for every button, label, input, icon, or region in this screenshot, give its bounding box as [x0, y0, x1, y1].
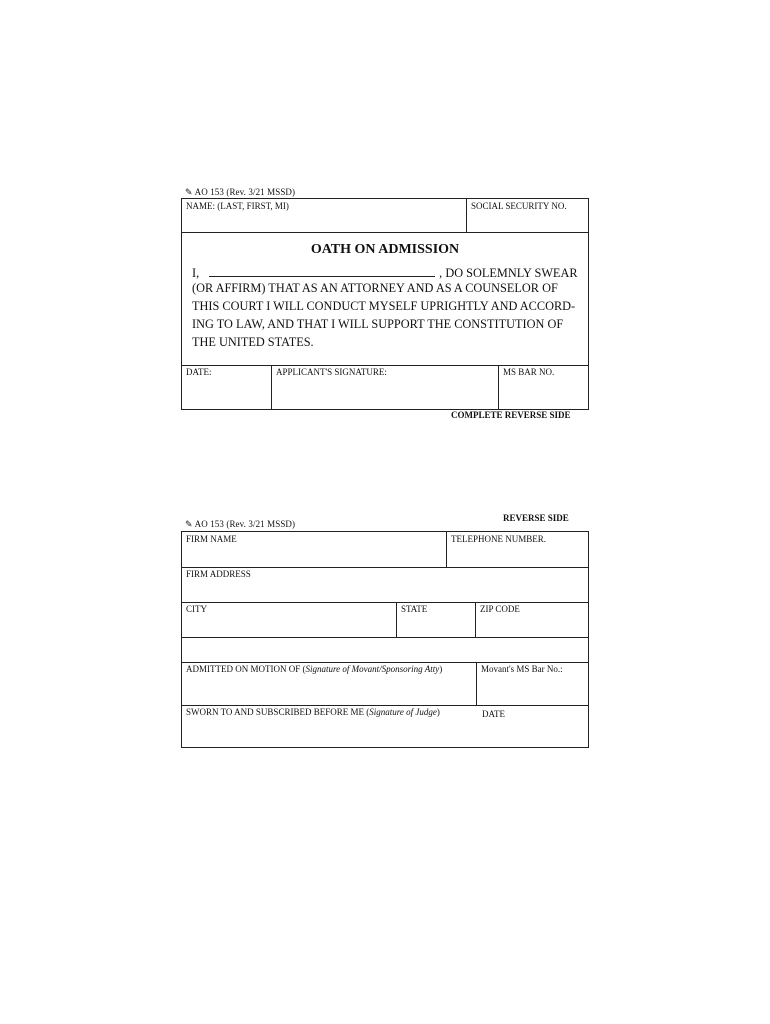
- oath-line-1-start: I,: [192, 266, 200, 280]
- oath-line-4: ING TO LAW, AND THAT I WILL SUPPORT THE CONSTITUTION OF: [192, 317, 564, 331]
- complete-reverse-note: COMPLETE REVERSE SIDE: [451, 410, 571, 420]
- name-label: NAME: (LAST, FIRST, MI): [186, 201, 289, 211]
- front-form-id-text: AO 153 (Rev. 3/21 MSSD): [194, 187, 296, 197]
- judge-signature-field[interactable]: [182, 705, 478, 747]
- admitted-label-close: ): [439, 664, 443, 674]
- blank-row: [182, 637, 588, 662]
- zip-code-label: ZIP CODE: [480, 604, 520, 614]
- oath-card-front: [181, 198, 589, 410]
- pencil-icon: ✎: [185, 519, 193, 529]
- signature-label: APPLICANT'S SIGNATURE:: [276, 367, 387, 377]
- oath-title: OATH ON ADMISSION: [310, 242, 460, 257]
- admitted-label-italic: Signature of Movant/Sponsoring Atty: [305, 664, 440, 674]
- ms-bar-no-field[interactable]: [499, 365, 588, 409]
- city-label: CITY: [186, 604, 207, 614]
- firm-name-label: FIRM NAME: [186, 534, 237, 544]
- sworn-date-field[interactable]: [478, 705, 588, 747]
- movant-signature-field[interactable]: [182, 662, 476, 705]
- pencil-icon: ✎: [185, 187, 193, 197]
- firm-name-field[interactable]: [182, 532, 446, 567]
- applicant-signature-field[interactable]: [272, 365, 498, 409]
- sworn-label: [186, 707, 440, 717]
- oath-line-1: [192, 266, 578, 281]
- admitted-label-text: ADMITTED ON MOTION OF (: [186, 664, 306, 674]
- back-form-id-text: AO 153 (Rev. 3/21 MSSD): [194, 519, 296, 529]
- state-field[interactable]: [397, 602, 475, 637]
- firm-address-field[interactable]: [182, 567, 588, 602]
- sworn-label-text: SWORN TO AND SUBSCRIBED BEFORE ME (: [186, 707, 370, 717]
- oath-line-2: (OR AFFIRM) THAT AS AN ATTORNEY AND AS A COUNSELOR OF: [192, 281, 558, 295]
- oath-name-blank[interactable]: [209, 266, 435, 277]
- oath-line-1-end: , DO SOLEMNLY SWEAR: [439, 266, 578, 280]
- date-field[interactable]: [182, 365, 271, 409]
- ssn-field[interactable]: [467, 199, 588, 232]
- movant-bar-no-field[interactable]: [477, 662, 588, 705]
- date-label: DATE:: [186, 367, 212, 377]
- movant-bar-label: Movant's MS Bar No.:: [481, 664, 563, 674]
- telephone-field[interactable]: [447, 532, 588, 567]
- ms-bar-label: MS BAR NO.: [503, 367, 555, 377]
- state-label: STATE: [401, 604, 428, 614]
- oath-line-5: THE UNITED STATES.: [192, 335, 314, 349]
- front-form-id: [185, 187, 295, 198]
- zip-code-field[interactable]: [476, 602, 588, 637]
- telephone-label: TELEPHONE NUMBER.: [451, 534, 546, 544]
- firm-address-label: FIRM ADDRESS: [186, 569, 251, 579]
- back-form-id: [185, 519, 295, 530]
- sworn-label-close: ): [436, 707, 440, 717]
- reverse-side-note: REVERSE SIDE: [503, 513, 569, 523]
- name-field[interactable]: [182, 199, 466, 232]
- city-field[interactable]: [182, 602, 396, 637]
- divider: [182, 232, 588, 233]
- oath-card-back: [181, 531, 589, 748]
- ssn-label: SOCIAL SECURITY NO.: [471, 201, 567, 211]
- admitted-label: [186, 664, 442, 674]
- sworn-date-label: DATE: [482, 709, 505, 719]
- sworn-label-italic: Signature of Judge: [369, 707, 437, 717]
- oath-line-3: THIS COURT I WILL CONDUCT MYSELF UPRIGHTLY AND ACCORD-: [192, 299, 576, 313]
